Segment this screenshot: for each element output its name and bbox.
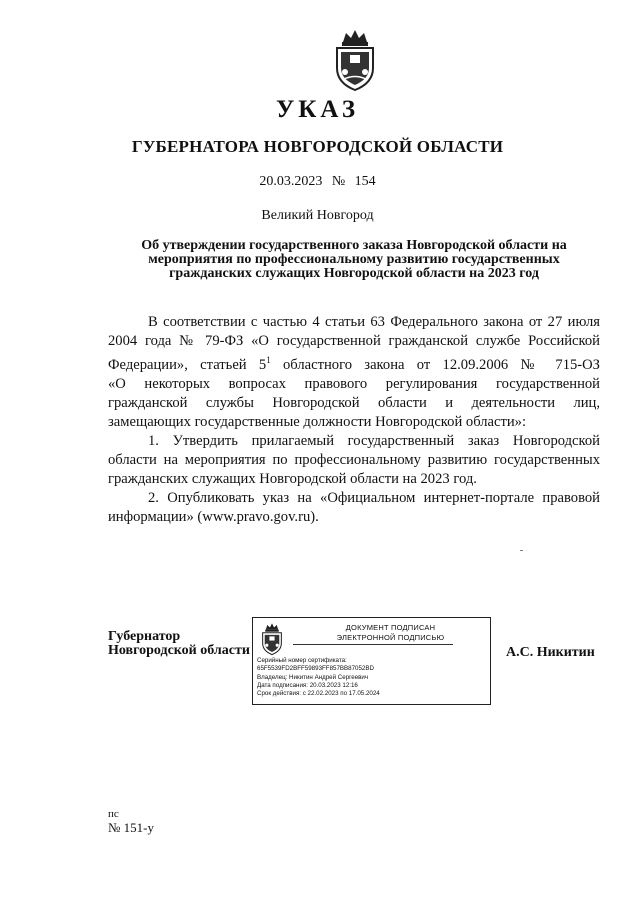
electronic-signature-stamp <box>252 617 491 705</box>
body-line: области на мероприятия по профессиональному развитию государственных <box>108 451 600 468</box>
decree-body <box>108 313 600 527</box>
signing-date: Дата подписания: 20.03.2023 12:16 <box>257 681 358 689</box>
superscript: 1 <box>266 355 271 365</box>
document-footer <box>108 808 154 836</box>
stamp-emblem-icon <box>259 622 285 656</box>
paragraph-preamble <box>108 313 600 432</box>
document-subtitle: ГУБЕРНАТОРА НОВГОРОДСКОЙ ОБЛАСТИ <box>131 137 504 156</box>
body-line: 2004 года № 79-ФЗ «О государственной гражданской службе Российской <box>108 333 600 349</box>
body-line: информации» (www.pravo.gov.ru). <box>108 508 319 525</box>
body-line: «О некоторых вопросах правового регулирования государственной <box>108 375 600 392</box>
body-text: областного закона от 12.09.2006 № 715-ОЗ <box>270 356 600 373</box>
body-text: Федерации», статьей 5 <box>108 356 267 373</box>
certificate-owner: Владелец: Никитин Андрей Сергеевич <box>257 673 369 681</box>
body-line: гражданских служащих Новгородской области на 2023 год. <box>108 470 477 487</box>
document-number: 154 <box>354 174 376 189</box>
body-line: 1. Утвердить прилагаемый государственный заказ Новгородской <box>148 432 600 449</box>
body-line: замещающих государственные должности Новгородской области»: <box>108 413 527 430</box>
heading-line: гражданских служащих Новгородской области на 2023 год <box>169 266 539 281</box>
body-line <box>108 351 600 375</box>
body-line: 2. Опубликовать указ на «Официальном интернет-портале правовой <box>148 489 600 506</box>
number-label: № <box>331 174 346 189</box>
date-line <box>0 174 635 190</box>
body-line: гражданской службы Новгородской области и деятельности лиц, <box>108 394 600 411</box>
heading-line: Об утверждении государственного заказа Новгородской области на <box>141 238 567 253</box>
footer-code: пс <box>108 808 119 820</box>
document-date: 20.03.2023 <box>259 174 323 189</box>
signer-position <box>108 630 250 658</box>
decree-heading <box>110 239 598 281</box>
document-city: Великий Новгород <box>261 208 374 223</box>
paragraph-item-2 <box>108 489 600 527</box>
stamp-header-line: ДОКУМЕНТ ПОДПИСАН <box>345 623 436 632</box>
certificate-serial: 65F5539FD2BFF59893FF857BB87052BD <box>257 665 374 673</box>
stamp-divider <box>293 644 453 645</box>
footer-number: № 151-у <box>108 820 154 835</box>
signer-position-line: Новгородской области <box>108 643 250 658</box>
scan-mark <box>520 550 523 551</box>
certificate-validity: Срок действия: с 22.02.2023 по 17.05.2024 <box>257 690 380 698</box>
body-line: В соответствии с частью 4 статьи 63 Федерального закона от 27 июля <box>148 314 600 330</box>
coat-of-arms-icon <box>330 28 380 92</box>
paragraph-item-1 <box>108 432 600 489</box>
signer-position-line: Губернатор <box>108 629 181 644</box>
stamp-header-line: ЭЛЕКТРОННОЙ ПОДПИСЬЮ <box>336 633 445 642</box>
signer-name: А.С. Никитин <box>506 645 595 660</box>
stamp-header <box>293 623 488 643</box>
certificate-serial-label: Серийный номер сертификата: <box>257 657 347 664</box>
stamp-details <box>257 657 489 698</box>
document-title: УКАЗ <box>275 96 360 123</box>
heading-line: мероприятия по профессиональному развитию государственных <box>148 252 560 267</box>
